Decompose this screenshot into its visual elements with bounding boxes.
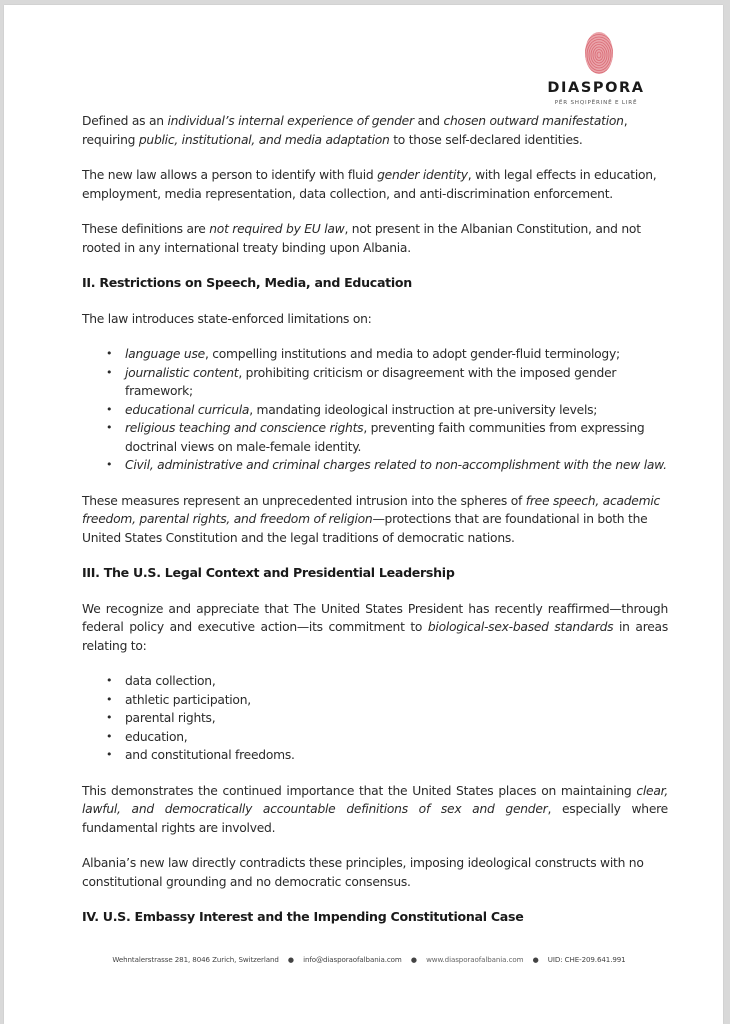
section-3-lead: We recognize and appreciate that The United States President has recently reaffirmed—through federal policy and executive action—its commitment to biological-sex-based standards in areas relating to: bbox=[82, 601, 668, 653]
list-item: • data collection, bbox=[125, 672, 668, 691]
bullet-icon: • bbox=[106, 674, 113, 687]
section-2-list bbox=[82, 345, 668, 475]
intro-paragraph-1: Defined as an individual’s internal experience of gender and chosen outward manifestation, requiring public, institutional, and media adaptation to those self-declared identities. bbox=[82, 114, 628, 147]
section-2-heading: II. Restrictions on Speech, Media, and Education bbox=[82, 275, 412, 290]
section-3-heading: III. The U.S. Legal Context and Presidential Leadership bbox=[82, 565, 455, 580]
document-body bbox=[82, 112, 668, 944]
list-item: • language use, compelling institutions and media to adopt gender-fluid terminology; bbox=[125, 345, 668, 364]
bullet-icon: • bbox=[106, 365, 113, 379]
brand-name: DIASPORA bbox=[547, 80, 645, 96]
footer-uid: UID: CHE-209.641.991 bbox=[547, 955, 626, 964]
bullet-icon: • bbox=[106, 729, 113, 743]
section-3-paragraph-2: Albania’s new law directly contradicts these principles, imposing ideological constructs with no constitutional grounding and no democratic consensus. bbox=[82, 856, 644, 889]
section-2-closing: These measures represent an unprecedented intrusion into the spheres of free speech, academic freedom, parental rights, and freedom of religion—protections that are foundational in both the United States Constitution and the legal traditions of democratic nations. bbox=[82, 493, 661, 545]
document-page bbox=[4, 5, 723, 1024]
section-4-heading: IV. U.S. Embassy Interest and the Impending Constitutional Case bbox=[82, 909, 524, 924]
list-item: • education, bbox=[125, 728, 668, 747]
bullet-icon: • bbox=[106, 347, 113, 360]
section-3-list bbox=[82, 672, 668, 765]
page-footer bbox=[4, 955, 730, 964]
bullet-separator-icon: ● bbox=[410, 956, 417, 964]
bullet-icon: • bbox=[106, 692, 113, 706]
bullet-icon: • bbox=[106, 458, 113, 471]
bullet-separator-icon: ● bbox=[532, 956, 539, 964]
section-3-paragraph-1: This demonstrates the continued importance that the United States places on maintaining clear, lawful, and democratically accountable definitions of sex and gender, especially where fundamental rights are involved. bbox=[82, 783, 668, 835]
bullet-icon: • bbox=[106, 402, 113, 416]
bullet-icon: • bbox=[106, 748, 113, 761]
list-item: • parental rights, bbox=[125, 709, 668, 728]
footer-email-link[interactable]: info@diasporaofalbania.com bbox=[303, 955, 402, 964]
footer-website-link[interactable]: www.diasporaofalbania.com bbox=[426, 955, 524, 964]
bullet-icon: • bbox=[106, 711, 113, 724]
list-item: • journalistic content, prohibiting criticism or disagreement with the imposed gender framework; bbox=[106, 365, 617, 398]
list-item: • athletic participation, bbox=[125, 691, 668, 710]
section-2-lead: The law introduces state-enforced limitations on: bbox=[82, 311, 372, 326]
list-item: • religious teaching and conscience rights, preventing faith communities from expressing doctrinal views on male-female identity. bbox=[106, 421, 645, 454]
brand-tagline: PËR SHQIPËRINË E LIRË bbox=[554, 100, 638, 106]
list-item: • and constitutional freedoms. bbox=[125, 746, 668, 765]
list-item: • educational curricula, mandating ideological instruction at pre-university levels; bbox=[125, 401, 668, 420]
footer-address: Wehntalerstrasse 281, 8046 Zurich, Switzerland bbox=[112, 955, 279, 964]
fingerprint-icon bbox=[584, 31, 614, 75]
diaspora-logo bbox=[540, 31, 660, 111]
list-item: • Civil, administrative and criminal charges related to non-accomplishment with the new law. bbox=[125, 456, 668, 475]
bullet-icon: • bbox=[106, 421, 113, 434]
intro-paragraph-2: The new law allows a person to identify with fluid gender identity, with legal effects in education, employment, media representation, data collection, and anti-discrimination enforcement. bbox=[82, 168, 657, 201]
bullet-separator-icon: ● bbox=[287, 956, 294, 964]
intro-paragraph-3: These definitions are not required by EU law, not present in the Albanian Constitution, and not rooted in any international treaty binding upon Albania. bbox=[82, 222, 641, 255]
